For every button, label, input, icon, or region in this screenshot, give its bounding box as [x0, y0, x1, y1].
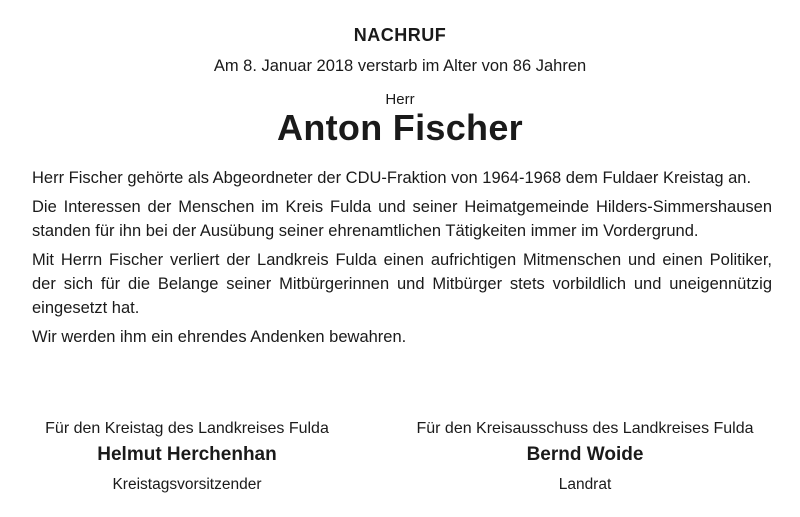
signature-kreisausschuss [400, 419, 770, 496]
death-announcement: Am 8. Januar 2018 verstarb im Alter von 86 Jahren [213, 57, 587, 75]
salutation: Herr [385, 91, 415, 108]
body-paragraph: Herr Fischer gehörte als Abgeordneter der CDU-Fraktion von 1964-1968 dem Fuldaer Kreistag an. [32, 169, 752, 187]
signatory-title: Kreistagsvorsitzender [112, 476, 262, 493]
notice-body [32, 166, 772, 354]
notice-heading: NACHRUF [353, 25, 447, 45]
signatory-title: Landrat [558, 476, 612, 493]
body-paragraph: Wir werden ihm ein ehrendes Andenken bewahren. [32, 328, 407, 346]
signature-organization: Für den Kreistag des Landkreises Fulda [45, 420, 329, 437]
body-paragraph: Mit Herrn Fischer verliert der Landkreis Fulda einen aufrichtigen Mitmenschen und einen Politiker, der sich für die Belange seiner Mitbürgerinnen und Mitbürger stets vorbildlich und uneigennützig eingesetzt hat. [32, 251, 772, 317]
signatory-name: Bernd Woide [526, 444, 644, 465]
body-paragraph: Die Interessen der Menschen im Kreis Fulda und seiner Heimatgemeinde Hilders-Simmershausen standen für ihn bei der Ausübung seiner ehrenamtlichen Tätigkeiten immer im Vordergrund. [32, 198, 772, 240]
signature-organization: Für den Kreisausschuss des Landkreises Fulda [416, 420, 754, 437]
signature-kreistag [22, 419, 352, 496]
deceased-name: Anton Fischer [277, 107, 523, 148]
signatory-name: Helmut Herchenhan [97, 444, 277, 465]
